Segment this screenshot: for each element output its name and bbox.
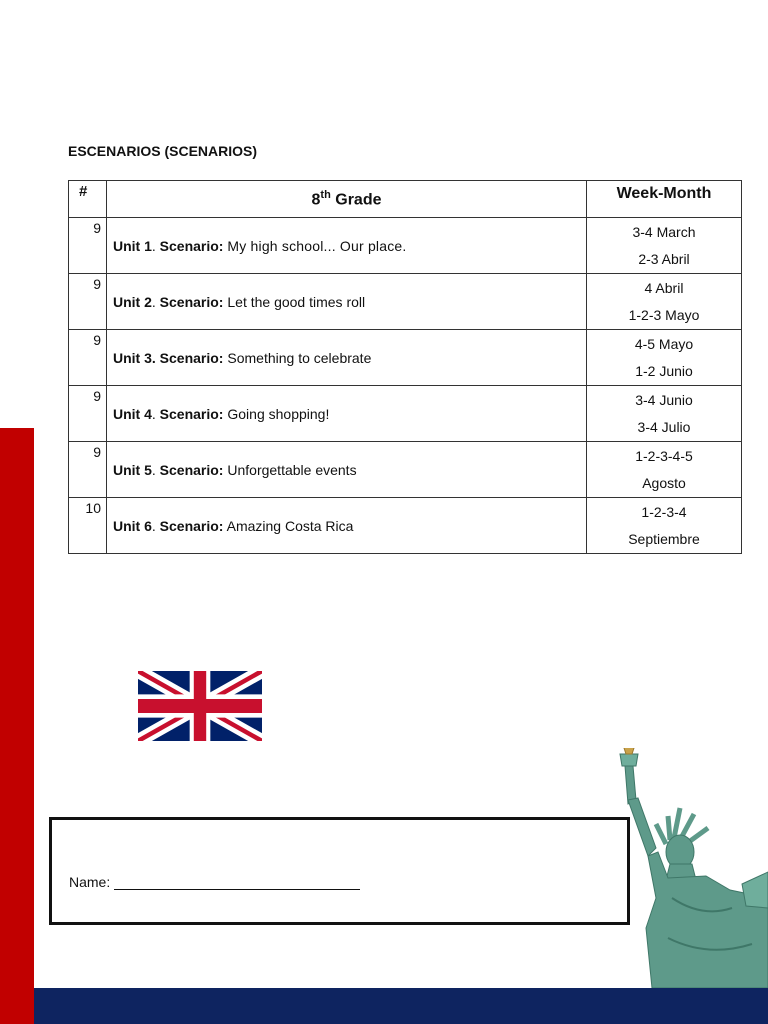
- scenario-label: Scenario:: [159, 293, 224, 310]
- row-scenario: Unit 5. Scenario: Unforgettable events: [107, 442, 587, 498]
- week-line-1: 1-2-3-4: [641, 504, 687, 520]
- scenario-text: My high school... Our place.: [227, 237, 407, 254]
- scenario-text: Let the good times roll: [227, 293, 366, 310]
- row-week: [587, 218, 742, 274]
- header-num: #: [69, 181, 107, 218]
- row-num: 9: [69, 274, 107, 330]
- week-line-1: 4 Abril: [644, 280, 684, 296]
- unit-label: Unit 5: [113, 461, 152, 478]
- row-scenario: Unit 1. Scenario: My high school... Our place.: [107, 218, 587, 274]
- row-scenario: Unit 2. Scenario: Let the good times roll: [107, 274, 587, 330]
- scenario-text: Going shopping!: [227, 405, 330, 422]
- week-line-2: 3-4 Julio: [637, 418, 691, 435]
- row-scenario: [107, 330, 587, 386]
- row-week: [587, 274, 742, 330]
- name-label: Name:: [69, 874, 111, 890]
- page-heading: ESCENARIOS (SCENARIOS): [68, 143, 258, 159]
- scenario-label: Scenario:: [159, 237, 224, 254]
- week-line-2: 1-2-3 Mayo: [628, 306, 700, 323]
- table-row: [69, 498, 742, 554]
- scenario-text: Amazing Costa Rica: [226, 517, 354, 534]
- grade-word: Grade: [335, 191, 382, 209]
- row-week: [587, 442, 742, 498]
- row-scenario: Unit 6. Scenario: Amazing Costa Rica: [107, 498, 587, 554]
- bottom-navy-bar: [34, 988, 768, 1024]
- week-line-2: 1-2 Junio: [635, 362, 693, 379]
- row-week: [587, 330, 742, 386]
- header-grade: [107, 181, 587, 218]
- table-header-row: [69, 181, 742, 218]
- week-line-1: 1-2-3-4-5: [635, 448, 693, 464]
- unit-label: Unit 6: [113, 517, 152, 534]
- grade-superscript: th: [320, 188, 331, 201]
- week-line-1: 3-4 March: [632, 224, 696, 240]
- row-week: [587, 498, 742, 554]
- unit-label: Unit 1: [113, 237, 152, 254]
- table-row: [69, 274, 742, 330]
- scenario-text: Something to celebrate: [227, 349, 372, 366]
- unit-label: Unit 3.: [113, 349, 156, 366]
- unit-label: Unit 4: [113, 405, 152, 422]
- header-week-month: Week-Month: [587, 181, 742, 218]
- table-row: [69, 442, 742, 498]
- week-line-1: 4-5 Mayo: [634, 336, 694, 352]
- week-line-2: 2-3 Abril: [638, 250, 690, 267]
- week-line-2: Septiembre: [628, 530, 700, 547]
- scenario-text: Unforgettable events: [227, 461, 357, 478]
- left-red-bar: [0, 428, 34, 1024]
- week-line-2: Agosto: [642, 474, 686, 491]
- row-num: 9: [69, 218, 107, 274]
- week-line-1: 3-4 Junio: [635, 392, 693, 408]
- name-box: [49, 817, 630, 925]
- grade-number: 8: [311, 191, 321, 209]
- row-num: 9: [69, 442, 107, 498]
- statue-of-liberty-icon: [612, 748, 768, 988]
- schedule-table: [68, 180, 742, 554]
- unit-label: Unit 2: [113, 293, 152, 310]
- scenario-label: Scenario:: [159, 349, 224, 366]
- scenario-label: Scenario:: [159, 461, 224, 478]
- row-num: 9: [69, 330, 107, 386]
- row-num: 9: [69, 386, 107, 442]
- row-week: [587, 386, 742, 442]
- row-num: 10: [69, 498, 107, 554]
- scenario-label: Scenario:: [159, 405, 224, 422]
- scenario-label: Scenario:: [159, 517, 224, 534]
- name-field-line[interactable]: [114, 889, 360, 890]
- row-scenario: Unit 4. Scenario: Going shopping!: [107, 386, 587, 442]
- table-row: [69, 330, 742, 386]
- table-row: [69, 386, 742, 442]
- union-jack-flag-icon: [138, 671, 262, 741]
- table-row: [69, 218, 742, 274]
